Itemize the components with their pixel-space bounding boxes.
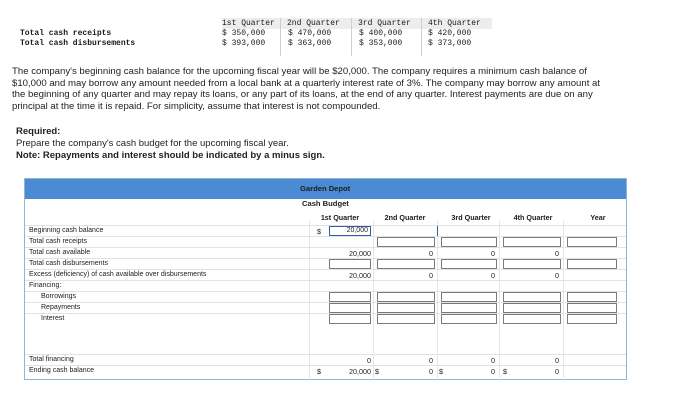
input-q3[interactable] xyxy=(441,303,497,313)
input-q2[interactable] xyxy=(377,314,435,324)
row-label: Excess (deficiency) of cash available over disbursements xyxy=(29,271,207,278)
row-cash-available xyxy=(25,247,626,258)
row-label-disbursements: Total cash disbursements xyxy=(20,39,136,48)
row-label: Financing: xyxy=(29,282,62,289)
input-q2[interactable] xyxy=(377,292,435,302)
row-beginning-cash xyxy=(25,225,626,236)
input-q2[interactable] xyxy=(377,259,435,269)
input-q3[interactable] xyxy=(441,259,497,269)
budget-title: Cash Budget xyxy=(302,199,349,208)
currency-sign: $ xyxy=(317,367,321,376)
value-q2: 0 xyxy=(429,271,433,280)
input-year[interactable] xyxy=(567,303,617,313)
header-q1: 1st Quarter xyxy=(222,19,275,28)
col-year: Year xyxy=(590,213,606,222)
row-ending-cash xyxy=(25,365,626,376)
input-year[interactable] xyxy=(567,259,617,269)
input-q3[interactable] xyxy=(441,237,497,247)
row-repayments xyxy=(25,302,626,313)
col-q4: 4th Quarter xyxy=(513,213,553,222)
input-q3[interactable] xyxy=(441,314,497,324)
input-q1[interactable] xyxy=(329,303,371,313)
currency-sign: $ xyxy=(439,367,443,376)
row-excess-deficiency xyxy=(25,269,626,280)
quarterly-data-table xyxy=(8,18,488,56)
value-q3: 0 xyxy=(491,367,495,376)
value-q4: 0 xyxy=(555,356,559,365)
value-q2: 0 xyxy=(429,356,433,365)
receipts-q3: $ 400,000 xyxy=(359,29,403,38)
value-q1: 0 xyxy=(367,356,371,365)
input-q4[interactable] xyxy=(503,237,561,247)
value-q2: 0 xyxy=(429,367,433,376)
input-q4[interactable] xyxy=(503,259,561,269)
row-label: Beginning cash balance xyxy=(29,227,104,234)
row-label-receipts: Total cash receipts xyxy=(20,29,112,38)
row-label: Total cash receipts xyxy=(29,238,87,245)
input-year[interactable] xyxy=(567,292,617,302)
value-q1: 20,000 xyxy=(349,367,371,376)
required-title: Required: xyxy=(16,126,61,137)
row-cash-receipts xyxy=(25,236,626,247)
header-q3: 3rd Quarter xyxy=(358,19,411,28)
value-q4: 0 xyxy=(555,271,559,280)
col-q1: 1st Quarter xyxy=(320,213,360,222)
divider xyxy=(351,18,352,56)
currency-sign: $ xyxy=(317,227,321,236)
currency-sign: $ xyxy=(375,367,379,376)
input-q1[interactable] xyxy=(329,314,371,324)
cash-budget-table xyxy=(24,178,627,380)
input-q4[interactable] xyxy=(503,303,561,313)
required-note: Note: Repayments and interest should be indicated by a minus sign. xyxy=(16,150,325,161)
value-q4: 0 xyxy=(555,249,559,258)
value-q2: 0 xyxy=(429,249,433,258)
row-label: Total financing xyxy=(29,356,74,363)
input-year[interactable] xyxy=(567,314,617,324)
company-name: Garden Depot xyxy=(300,184,351,193)
divider xyxy=(280,18,281,56)
row-borrowings xyxy=(25,291,626,302)
input-q3[interactable] xyxy=(441,292,497,302)
col-q2: 2nd Quarter xyxy=(384,213,426,222)
value-q3: 0 xyxy=(491,271,495,280)
value-q1: 20,000 xyxy=(349,249,371,258)
row-label: Borrowings xyxy=(41,293,77,300)
input-q4[interactable] xyxy=(503,292,561,302)
receipts-q2: $ 470,000 xyxy=(288,29,332,38)
col-q3: 3rd Quarter xyxy=(451,213,491,222)
input-q3[interactable] xyxy=(437,226,440,236)
disb-q1: $ 393,000 xyxy=(222,39,266,48)
required-text: Prepare the company's cash budget for the upcoming fiscal year. xyxy=(16,138,289,149)
row-label: Total cash disbursements xyxy=(29,260,108,267)
problem-description: The company's beginning cash balance for the upcoming fiscal year will be $20,000. The company requires a minimum cash balance of $10,000 and may borrow any amount needed from a local bank at a quarterly interest rate of 3%. The company may borrow any amount at the beginning of any quarter and may repay its loans, or any part of its loans, at the end of any quarter. Interest payments are due on any principal at the time it is repaid. For simplicity, assume that interest is not compounded. xyxy=(12,66,601,112)
input-q4[interactable] xyxy=(503,314,561,324)
row-interest xyxy=(25,313,626,324)
disb-q3: $ 353,000 xyxy=(359,39,403,48)
row-label: Ending cash balance xyxy=(29,367,94,374)
currency-sign: $ xyxy=(503,367,507,376)
input-q1[interactable] xyxy=(329,259,371,269)
row-label: Repayments xyxy=(41,304,81,311)
row-financing-header xyxy=(25,280,626,291)
disb-q4: $ 373,000 xyxy=(428,39,472,48)
input-year[interactable] xyxy=(567,237,617,247)
input-q1[interactable]: 20,000 xyxy=(329,226,371,236)
value-q4: 0 xyxy=(555,367,559,376)
input-q2[interactable] xyxy=(377,237,435,247)
input-q1[interactable] xyxy=(329,292,371,302)
receipts-q4: $ 420,000 xyxy=(428,29,472,38)
receipts-q1: $ 350,000 xyxy=(222,29,266,38)
row-label: Interest xyxy=(41,315,65,322)
header-q2: 2nd Quarter xyxy=(287,19,340,28)
row-total-financing xyxy=(25,354,626,365)
divider xyxy=(421,18,422,56)
input-q2[interactable] xyxy=(377,303,435,313)
value-q1: 20,000 xyxy=(349,271,371,280)
value-q3: 0 xyxy=(491,249,495,258)
header-q4: 4th Quarter xyxy=(428,19,481,28)
value-q3: 0 xyxy=(491,356,495,365)
row-label: Total cash available xyxy=(29,249,91,256)
disb-q2: $ 363,000 xyxy=(288,39,332,48)
row-cash-disbursements xyxy=(25,258,626,269)
